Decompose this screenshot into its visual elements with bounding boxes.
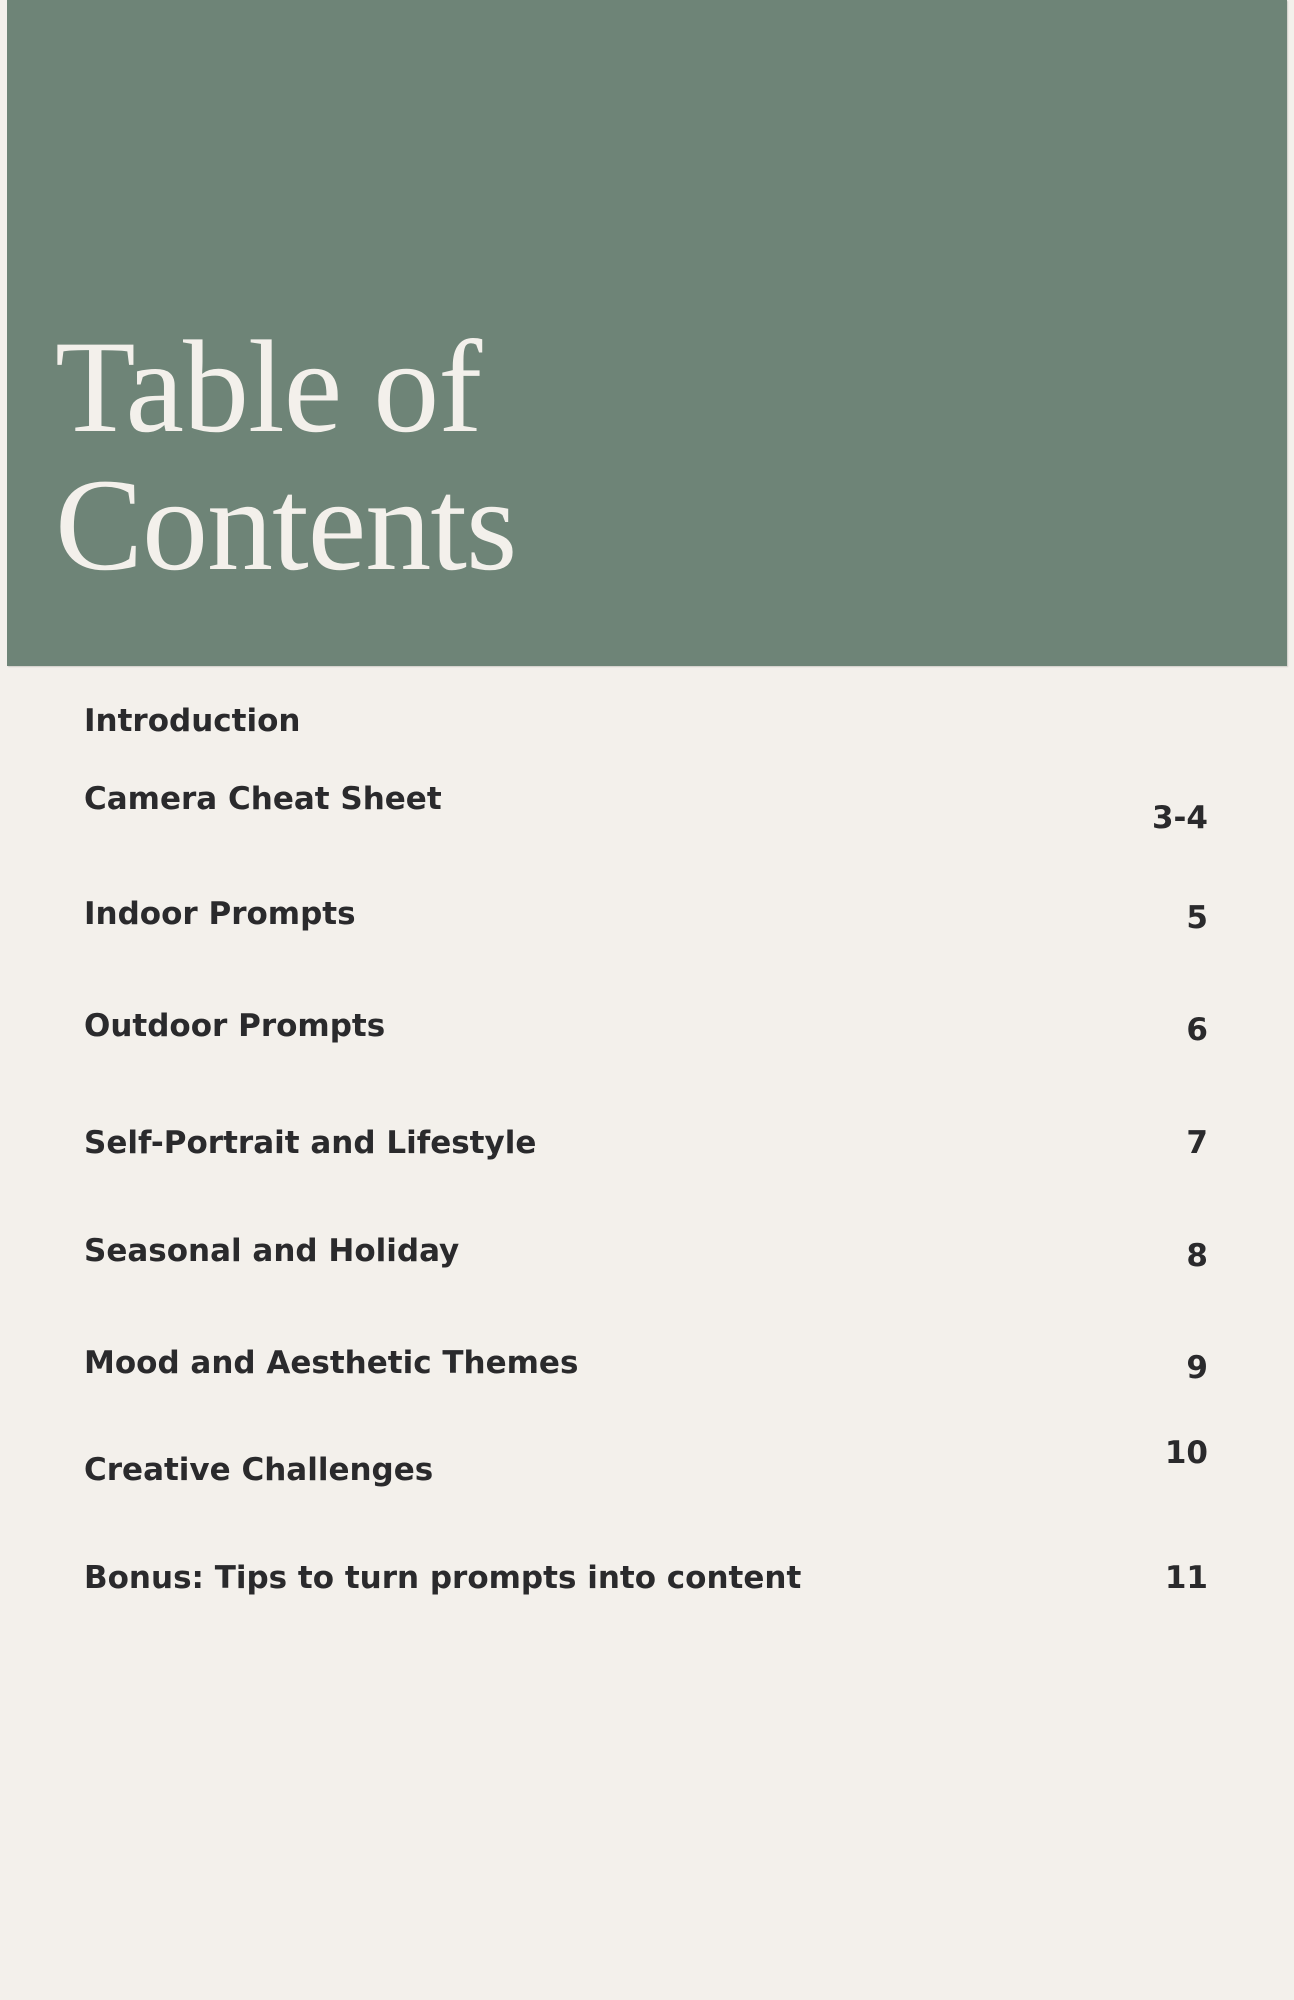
toc-page-mood-aesthetic: 9 <box>1186 1350 1208 1386</box>
toc-entry-creative-challenges[interactable]: Creative Challenges <box>84 1452 434 1488</box>
toc-page-seasonal: 8 <box>1186 1238 1208 1274</box>
toc-entry-seasonal[interactable]: Seasonal and Holiday <box>84 1233 460 1269</box>
toc-entry-indoor-prompts[interactable]: Indoor Prompts <box>84 896 356 932</box>
toc-entry-outdoor-prompts[interactable]: Outdoor Prompts <box>84 1008 386 1044</box>
toc-page-camera-cheat-sheet: 3-4 <box>1151 800 1208 836</box>
page-title-line-1: Table of <box>55 313 482 460</box>
toc-page-outdoor-prompts: 6 <box>1186 1012 1208 1048</box>
toc-page-indoor-prompts: 5 <box>1186 900 1208 936</box>
toc-page-bonus-tips: 11 <box>1164 1560 1208 1596</box>
toc-entry-bonus-tips[interactable]: Bonus: Tips to turn prompts into content <box>84 1560 802 1596</box>
page-title <box>55 313 517 598</box>
toc-page-self-portrait: 7 <box>1186 1125 1208 1161</box>
toc-entry-mood-aesthetic[interactable]: Mood and Aesthetic Themes <box>84 1345 579 1381</box>
toc-entry-introduction[interactable]: Introduction <box>84 703 301 739</box>
toc-entry-camera-cheat-sheet[interactable]: Camera Cheat Sheet <box>84 781 442 817</box>
page-title-line-2: Contents <box>55 451 517 598</box>
toc-entry-self-portrait[interactable]: Self-Portrait and Lifestyle <box>84 1125 537 1161</box>
title-banner <box>7 0 1287 666</box>
toc-page-creative-challenges: 10 <box>1164 1435 1208 1471</box>
